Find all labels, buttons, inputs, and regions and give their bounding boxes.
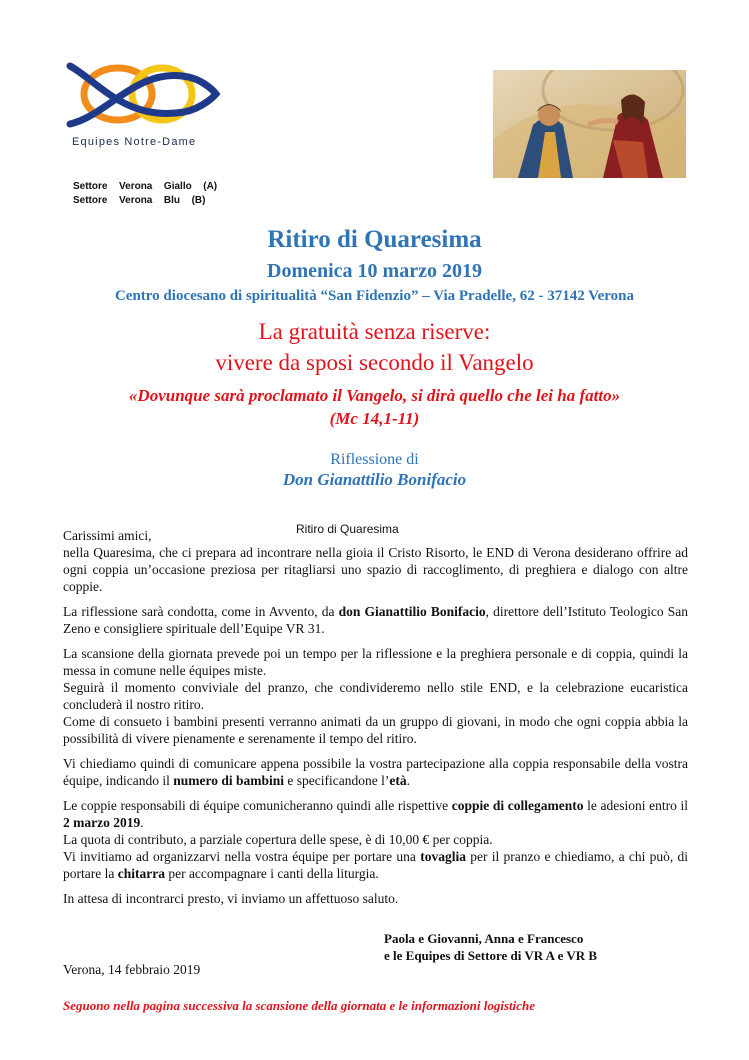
paragraph-3-line-2: Seguirà il momento conviviale del pranzo, che condivideremo nello stile END, e la celebrazione eucaristica concluderà il nostro ritiro. (63, 680, 688, 712)
age-label: età (389, 773, 407, 788)
paragraph-5-text-c: le adesioni entro il (583, 798, 688, 813)
paragraph-5-line-2: La quota di contributo, a parziale copertura delle spese, è di 10,00 € per coppia. (63, 832, 493, 847)
paragraph-1-text: nella Quaresima, che ci prepara ad incontrare nella gioia il Cristo Risorto, le END di Verona desiderano offrire ad ogni coppia un’occasione preziosa per ritagliarsi uno spazio di raccoglimento, di preghiera e dialogo con altre coppie. (63, 545, 688, 594)
letter-body (63, 527, 688, 915)
paragraph-5-line-1 (63, 797, 688, 831)
gospel-reference: (Mc 14,1-11) (329, 409, 420, 428)
speaker-name-inline: don Gianattilio Bonifacio (338, 604, 486, 619)
paragraph-3-line-1: La scansione della giornata prevede poi un tempo per la riflessione e la preghiera personale e di coppia, quindi la messa in comune nelle équipes miste. (63, 646, 688, 678)
image-caption: Ritiro di Quaresima (296, 522, 399, 536)
paragraph-5-line-3 (63, 848, 688, 882)
paragraph-4-text-e: . (406, 773, 410, 788)
liaison-couples-label: coppie di collegamento (451, 798, 584, 813)
paragraph-3 (63, 645, 688, 747)
paragraph-5 (63, 797, 688, 882)
reflection-label: Riflessione di (330, 451, 419, 468)
signers-line-2: e le Equipes di Settore di VR A e VR B (384, 948, 598, 963)
paragraph-2-text-c: , direttore dell’Istituto Teologico San Zeno e consigliere spirituale dell’Equipe VR 31. (63, 604, 689, 636)
paragraph-5-text-a: Le coppie responsabili di équipe comunicheranno quindi alle rispettive (63, 798, 452, 813)
paragraph-4-text-c: e specificandone l’ (284, 773, 390, 788)
paragraph-5-l3-text-a: Vi invitiamo ad organizzarvi nella vostra équipe per portare una (63, 849, 421, 864)
deadline-date: 2 marzo 2019 (63, 815, 141, 830)
paragraph-3-line-3: Come di consueto i bambini presenti verranno animati da un gruppo di giovani, in modo che ogni coppia abbia la possibilità di vivere pienamente e serenamente il tempo del ritiro. (63, 714, 688, 746)
event-venue: Centro diocesano di spiritualità “San Fidenzio” – Via Pradelle, 62 - 37142 Verona (114, 288, 635, 304)
sector-list (73, 180, 217, 208)
paragraph-4-text-a: Vi chiediamo quindi di comunicare appena possibile la vostra partecipazione alla coppia responsabile della vostra équipe, indicando il (63, 756, 688, 788)
paragraph-5-l3-text-c: per il pranzo e chiediamo, a chi può, di portare la (63, 849, 688, 881)
tablecloth-label: tovaglia (420, 849, 466, 864)
event-date: Domenica 10 marzo 2019 (267, 260, 482, 282)
sector-a: Settore Verona Giallo (A) (73, 181, 218, 192)
paragraph-5-l3-text-e: per accompagnare i canti della liturgia. (164, 866, 379, 881)
footer-note: Seguono nella pagina successiva la scansione della giornata e le informazioni logistiche (63, 998, 536, 1013)
speaker-name: Don Gianattilio Bonifacio (282, 470, 467, 489)
signers-line-1: Paola e Giovanni, Anna e Francesco (384, 931, 584, 946)
event-title: Ritiro di Quaresima (267, 226, 482, 253)
paragraph-4 (63, 755, 688, 789)
guitar-label: chitarra (117, 866, 165, 881)
equipes-notre-dame-logo (66, 58, 226, 130)
mosaic-image (493, 70, 686, 178)
sector-b: Settore Verona Blu (B) (73, 195, 206, 206)
paragraph-5-text-e: . (140, 815, 144, 830)
children-count-label: numero di bambini (173, 773, 285, 788)
paragraph-2-text-a: La riflessione sarà condotta, come in Avvento, da (63, 604, 339, 619)
theme-line-2: vivere da sposi secondo il Vangelo (215, 350, 534, 375)
gospel-quote: «Dovunque sarà proclamato il Vangelo, si dirà quello che lei ha fatto» (128, 386, 621, 405)
paragraph-2 (63, 603, 688, 637)
greeting: Carissimi amici, (63, 528, 152, 543)
paragraph-6: In attesa di incontrarci presto, vi inviamo un affettuoso saluto. (63, 891, 399, 906)
logo-text: Equipes Notre-Dame (72, 136, 197, 148)
theme-line-1: La gratuità senza riserve: (258, 319, 491, 344)
signers (384, 930, 597, 964)
paragraph-1 (63, 527, 688, 595)
place-and-date: Verona, 14 febbraio 2019 (63, 962, 201, 977)
